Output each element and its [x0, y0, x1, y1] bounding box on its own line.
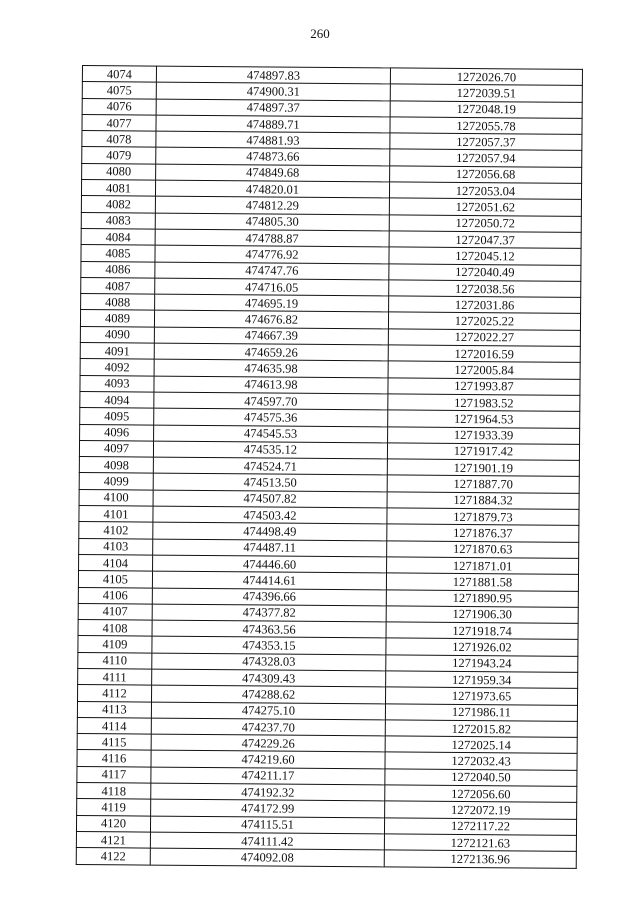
y-coordinate-cell: 1271959.34 — [386, 671, 578, 689]
y-coordinate-cell: 1271986.11 — [385, 703, 577, 721]
y-coordinate-cell: 1272117.22 — [384, 818, 576, 836]
y-coordinate-cell: 1271926.02 — [386, 638, 578, 656]
y-coordinate-cell: 1272016.59 — [388, 345, 580, 363]
point-number-cell: 4093 — [80, 375, 154, 392]
y-coordinate-cell: 1272045.12 — [389, 247, 581, 265]
point-number-cell: 4077 — [82, 114, 156, 131]
x-coordinate-cell: 474288.62 — [152, 685, 386, 703]
point-number-cell: 4084 — [81, 228, 155, 245]
y-coordinate-cell: 1272040.49 — [389, 263, 581, 281]
point-number-cell: 4104 — [79, 554, 153, 571]
point-number-cell: 4075 — [82, 82, 156, 99]
y-coordinate-cell: 1271879.73 — [387, 508, 579, 526]
y-coordinate-cell: 1271901.19 — [387, 459, 579, 477]
y-coordinate-cell: 1271964.53 — [388, 410, 580, 428]
x-coordinate-cell: 474229.26 — [151, 734, 385, 752]
coordinates-table — [76, 65, 583, 868]
x-coordinate-cell: 474695.19 — [155, 294, 389, 312]
y-coordinate-cell: 1272032.43 — [385, 752, 577, 770]
x-coordinate-cell: 474776.92 — [155, 245, 389, 263]
point-number-cell: 4112 — [78, 685, 152, 702]
coordinates-table-body — [76, 66, 582, 868]
point-number-cell: 4082 — [81, 196, 155, 213]
point-number-cell: 4120 — [76, 815, 150, 832]
point-number-cell: 4092 — [80, 359, 154, 376]
point-number-cell: 4098 — [79, 457, 153, 474]
x-coordinate-cell: 474219.60 — [151, 751, 385, 769]
y-coordinate-cell: 1271884.32 — [387, 492, 579, 510]
y-coordinate-cell: 1271906.30 — [386, 606, 578, 624]
x-coordinate-cell: 474545.53 — [154, 425, 388, 443]
x-coordinate-cell: 474575.36 — [154, 408, 388, 426]
point-number-cell: 4114 — [77, 717, 151, 734]
point-number-cell: 4122 — [76, 848, 150, 865]
x-coordinate-cell: 474446.60 — [153, 555, 387, 573]
x-coordinate-cell: 474535.12 — [153, 441, 387, 459]
y-coordinate-cell: 1271973.65 — [385, 687, 577, 705]
point-number-cell: 4095 — [80, 408, 154, 425]
y-coordinate-cell: 1272031.86 — [389, 296, 581, 314]
x-coordinate-cell: 474237.70 — [151, 718, 385, 736]
x-coordinate-cell: 474275.10 — [151, 702, 385, 720]
y-coordinate-cell: 1272056.68 — [390, 166, 582, 184]
y-coordinate-cell: 1271993.87 — [388, 378, 580, 396]
y-coordinate-cell: 1271881.58 — [386, 573, 578, 591]
x-coordinate-cell: 474353.15 — [152, 636, 386, 654]
y-coordinate-cell: 1271983.52 — [388, 394, 580, 412]
point-number-cell: 4119 — [77, 799, 151, 816]
point-number-cell: 4100 — [79, 489, 153, 506]
y-coordinate-cell: 1272136.96 — [384, 850, 576, 868]
y-coordinate-cell: 1272055.78 — [390, 117, 582, 135]
x-coordinate-cell: 474363.56 — [152, 620, 386, 638]
x-coordinate-cell: 474503.42 — [153, 506, 387, 524]
y-coordinate-cell: 1272047.37 — [389, 231, 581, 249]
y-coordinate-cell: 1272038.56 — [389, 280, 581, 298]
x-coordinate-cell: 474659.26 — [154, 343, 388, 361]
point-number-cell: 4088 — [81, 294, 155, 311]
x-coordinate-cell: 474667.39 — [154, 327, 388, 345]
y-coordinate-cell: 1272039.51 — [390, 84, 582, 102]
point-number-cell: 4076 — [82, 98, 156, 115]
y-coordinate-cell: 1272057.37 — [390, 133, 582, 151]
point-number-cell: 4086 — [81, 261, 155, 278]
x-coordinate-cell: 474900.31 — [156, 82, 390, 100]
x-coordinate-cell: 474396.66 — [152, 588, 386, 606]
x-coordinate-cell: 474897.37 — [156, 99, 390, 117]
point-number-cell: 4083 — [81, 212, 155, 229]
point-number-cell: 4097 — [79, 440, 153, 457]
x-coordinate-cell: 474676.82 — [154, 311, 388, 329]
point-number-cell: 4078 — [82, 131, 156, 148]
x-coordinate-cell: 474111.42 — [150, 832, 384, 850]
y-coordinate-cell: 1272040.50 — [385, 769, 577, 787]
x-coordinate-cell: 474309.43 — [152, 669, 386, 687]
y-coordinate-cell: 1272072.19 — [385, 801, 577, 819]
point-number-cell: 4108 — [78, 620, 152, 637]
point-number-cell: 4111 — [78, 668, 152, 685]
x-coordinate-cell: 474788.87 — [155, 229, 389, 247]
y-coordinate-cell: 1272051.62 — [389, 198, 581, 216]
x-coordinate-cell: 474812.29 — [155, 196, 389, 214]
point-number-cell: 4110 — [78, 652, 152, 669]
y-coordinate-cell: 1272050.72 — [389, 215, 581, 233]
point-number-cell: 4115 — [77, 734, 151, 751]
point-number-cell: 4109 — [78, 636, 152, 653]
x-coordinate-cell: 474172.99 — [151, 799, 385, 817]
y-coordinate-cell: 1272015.82 — [385, 720, 577, 738]
y-coordinate-cell: 1271917.42 — [387, 443, 579, 461]
x-coordinate-cell: 474192.32 — [151, 783, 385, 801]
point-number-cell: 4101 — [79, 506, 153, 523]
point-number-cell: 4087 — [81, 277, 155, 294]
point-number-cell: 4096 — [80, 424, 154, 441]
x-coordinate-cell: 474498.49 — [153, 522, 387, 540]
y-coordinate-cell: 1272053.04 — [389, 182, 581, 200]
x-coordinate-cell: 474635.98 — [154, 359, 388, 377]
y-coordinate-cell: 1272048.19 — [390, 101, 582, 119]
y-coordinate-cell: 1271871.01 — [387, 557, 579, 575]
x-coordinate-cell: 474597.70 — [154, 392, 388, 410]
x-coordinate-cell: 474613.98 — [154, 376, 388, 394]
y-coordinate-cell: 1271870.63 — [387, 541, 579, 559]
page-number: 260 — [310, 26, 330, 41]
point-number-cell: 4085 — [81, 245, 155, 262]
x-coordinate-cell: 474211.17 — [151, 767, 385, 785]
y-coordinate-cell: 1272025.22 — [388, 312, 580, 330]
point-number-cell: 4107 — [78, 603, 152, 620]
x-coordinate-cell: 474873.66 — [156, 148, 390, 166]
y-coordinate-cell: 1271887.70 — [387, 475, 579, 493]
y-coordinate-cell: 1272022.27 — [388, 329, 580, 347]
x-coordinate-cell: 474487.11 — [153, 539, 387, 557]
point-number-cell: 4079 — [82, 147, 156, 164]
x-coordinate-cell: 474747.76 — [155, 262, 389, 280]
x-coordinate-cell: 474092.08 — [150, 848, 384, 866]
point-number-cell: 4106 — [78, 587, 152, 604]
x-coordinate-cell: 474115.51 — [150, 816, 384, 834]
point-number-cell: 4103 — [79, 538, 153, 555]
x-coordinate-cell: 474889.71 — [156, 115, 390, 133]
x-coordinate-cell: 474414.61 — [152, 571, 386, 589]
y-coordinate-cell: 1272025.14 — [385, 736, 577, 754]
x-coordinate-cell: 474820.01 — [155, 180, 389, 198]
y-coordinate-cell: 1272057.94 — [390, 149, 582, 167]
point-number-cell: 4102 — [79, 522, 153, 539]
y-coordinate-cell: 1271943.24 — [386, 655, 578, 673]
point-number-cell: 4074 — [82, 66, 156, 83]
y-coordinate-cell: 1272005.84 — [388, 361, 580, 379]
point-number-cell: 4089 — [80, 310, 154, 327]
point-number-cell: 4116 — [77, 750, 151, 767]
point-number-cell: 4081 — [81, 180, 155, 197]
x-coordinate-cell: 474507.82 — [153, 490, 387, 508]
x-coordinate-cell: 474881.93 — [156, 131, 390, 149]
x-coordinate-cell: 474328.03 — [152, 653, 386, 671]
y-coordinate-cell: 1271890.95 — [386, 589, 578, 607]
point-number-cell: 4090 — [80, 326, 154, 343]
y-coordinate-cell: 1272026.70 — [390, 68, 582, 86]
point-number-cell: 4105 — [78, 571, 152, 588]
point-number-cell: 4091 — [80, 343, 154, 360]
point-number-cell: 4121 — [76, 831, 150, 848]
point-number-cell: 4094 — [80, 391, 154, 408]
x-coordinate-cell: 474513.50 — [153, 473, 387, 491]
point-number-cell: 4113 — [77, 701, 151, 718]
y-coordinate-cell: 1272121.63 — [384, 834, 576, 852]
x-coordinate-cell: 474805.30 — [155, 213, 389, 231]
point-number-cell: 4099 — [79, 473, 153, 490]
x-coordinate-cell: 474897.83 — [156, 66, 390, 84]
y-coordinate-cell: 1272056.60 — [385, 785, 577, 803]
point-number-cell: 4118 — [77, 783, 151, 800]
point-number-cell: 4080 — [82, 163, 156, 180]
x-coordinate-cell: 474524.71 — [153, 457, 387, 475]
x-coordinate-cell: 474716.05 — [155, 278, 389, 296]
x-coordinate-cell: 474377.82 — [152, 604, 386, 622]
y-coordinate-cell: 1271918.74 — [386, 622, 578, 640]
x-coordinate-cell: 474849.68 — [156, 164, 390, 182]
table-row — [76, 848, 576, 868]
y-coordinate-cell: 1271933.39 — [388, 426, 580, 444]
point-number-cell: 4117 — [77, 766, 151, 783]
y-coordinate-cell: 1271876.37 — [387, 524, 579, 542]
